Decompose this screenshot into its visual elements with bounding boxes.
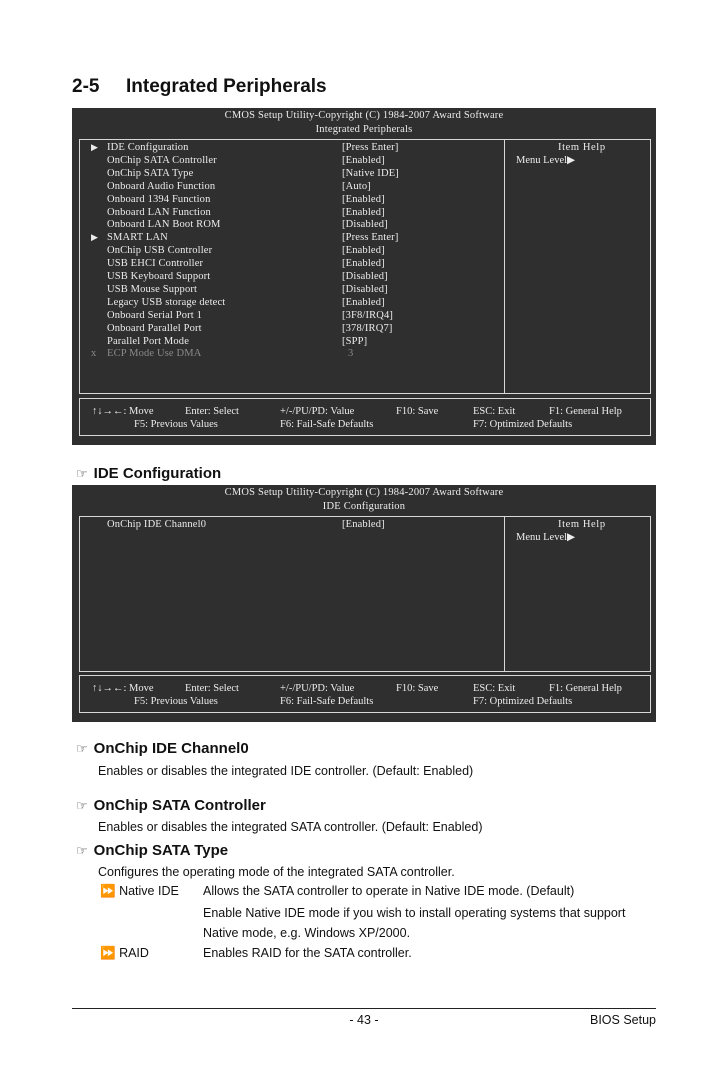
setting-name: Parallel Port Mode [107,335,190,347]
bios-settings-panel [79,139,651,394]
setting-name: Onboard Serial Port 1 [107,309,203,321]
pointing-hand-icon: ☞ [76,843,88,858]
page-number: - 43 - [349,1013,379,1027]
option-text: Enables RAID for the SATA controller. [203,946,412,960]
setting-name: Legacy USB storage detect [107,296,226,308]
key-move: ↑↓→←: Move [92,683,154,694]
pointing-hand-icon: ☞ [76,741,88,756]
bios-key-legend [79,675,651,713]
setting-name: OnChip USB Controller [107,245,213,257]
item-help-title: Item Help [558,519,606,530]
section-title: Integrated Peripherals [126,76,327,97]
item-title: OnChip IDE Channel0 [93,740,249,757]
footer-rule [72,1008,656,1009]
setting-value[interactable]: [Enabled] [342,245,385,257]
key-enter: Enter: Select [185,406,239,417]
key-previous-values: F5: Previous Values [134,419,218,430]
ide-config-heading-text: IDE Configuration [93,465,222,482]
setting-value[interactable]: [Auto] [342,180,371,192]
setting-value[interactable]: [Enabled] [342,206,385,218]
setting-value[interactable]: [Press Enter] [342,232,399,244]
setting-value[interactable]: [378/IRQ7] [342,322,393,334]
setting-name: USB EHCI Controller [107,258,204,270]
setting-value[interactable]: [Enabled] [342,519,385,530]
bios-settings-panel [79,516,651,672]
key-save: F10: Save [396,406,439,417]
setting-value[interactable]: [Disabled] [342,283,388,295]
bios-copyright: CMOS Setup Utility-Copyright (C) 1984-2007 Award Software [224,110,504,121]
setting-value[interactable]: [Enabled] [342,296,385,308]
setting-name: OnChip SATA Controller [107,154,217,166]
key-help: F1: General Help [549,406,622,417]
bios-screen-title: IDE Configuration [322,501,406,512]
key-exit: ESC: Exit [473,683,516,694]
setting-name: IDE Configuration [107,142,189,153]
bios-screen-ide-configuration [72,485,656,722]
setting-value[interactable]: [Native IDE] [342,167,399,179]
item-title: OnChip SATA Controller [93,797,266,814]
item-description: Enables or disables the integrated IDE controller. (Default: Enabled) [98,764,474,778]
key-failsafe-defaults: F6: Fail-Safe Defaults [280,419,374,430]
key-enter: Enter: Select [185,683,239,694]
bios-key-legend [79,398,651,436]
setting-name: Onboard 1394 Function [107,193,211,205]
setting-name: Onboard LAN Boot ROM [107,219,221,231]
item-heading-ide-channel0 [76,740,249,757]
key-value: +/-/PU/PD: Value [280,683,355,694]
setting-value[interactable]: [Enabled] [342,258,385,270]
setting-name: Onboard Parallel Port [107,322,202,334]
setting-name: OnChip IDE Channel0 [107,519,207,530]
key-help: F1: General Help [549,683,622,694]
setting-name: USB Mouse Support [107,283,198,295]
section-heading [72,76,327,98]
setting-value[interactable]: [Disabled] [342,271,388,282]
setting-name: SMART LAN [107,232,168,244]
key-failsafe-defaults: F6: Fail-Safe Defaults [280,696,374,707]
submenu-arrow-icon: ▶ [91,232,98,243]
footer-chapter: BIOS Setup [589,1013,656,1027]
section-number: 2-5 [72,76,100,97]
pointing-hand-icon: ☞ [76,798,88,813]
option-raid [100,946,149,961]
item-heading-sata-controller [76,797,266,814]
setting-value[interactable]: [Press Enter] [342,142,399,153]
bios-screen-title: Integrated Peripherals [315,124,413,135]
item-heading-sata-type [76,842,228,859]
option-text: Allows the SATA controller to operate in Native IDE mode. (Default) [203,884,575,898]
key-move: ↑↓→←: Move [92,406,154,417]
setting-value: 3 [348,348,354,360]
option-label: RAID [119,946,149,960]
menu-level-label: Menu Level▶ [516,532,576,543]
setting-name: Onboard LAN Function [107,206,211,218]
setting-name: OnChip SATA Type [107,167,194,179]
setting-name: Onboard Audio Function [107,180,216,192]
item-description: Enables or disables the integrated SATA controller. (Default: Enabled) [98,820,483,834]
key-exit: ESC: Exit [473,406,516,417]
setting-value[interactable]: [3F8/IRQ4] [342,309,394,321]
setting-name: ECP Mode Use DMA [107,348,202,360]
key-optimized-defaults: F7: Optimized Defaults [473,419,573,430]
setting-value[interactable]: [SPP] [342,335,368,347]
setting-value[interactable]: [Enabled] [342,193,385,205]
setting-value[interactable]: [Enabled] [342,154,385,166]
menu-level-label: Menu Level▶ [516,155,576,166]
item-description: Configures the operating mode of the integrated SATA controller. [98,865,455,879]
setting-value[interactable]: [Disabled] [342,219,388,231]
item-help-title: Item Help [558,142,606,153]
unavailable-marker-icon: x [91,348,97,360]
key-optimized-defaults: F7: Optimized Defaults [473,696,573,707]
panel-divider [504,140,505,393]
double-arrow-icon: ⏩ [100,884,116,898]
bios-screen-integrated-peripherals [72,108,656,445]
option-label: Native IDE [119,884,179,898]
panel-divider [504,517,505,671]
double-arrow-icon: ⏩ [100,946,116,960]
item-title: OnChip SATA Type [93,842,229,859]
key-save: F10: Save [396,683,439,694]
bios-copyright: CMOS Setup Utility-Copyright (C) 1984-2007 Award Software [224,487,504,498]
option-text: Native mode, e.g. Windows XP/2000. [203,926,411,940]
key-previous-values: F5: Previous Values [134,696,218,707]
submenu-arrow-icon: ▶ [91,142,98,152]
ide-config-heading [76,465,221,482]
key-value: +/-/PU/PD: Value [280,406,355,417]
pointing-hand-icon: ☞ [76,466,88,481]
option-native-ide [100,884,179,899]
option-text: Enable Native IDE mode if you wish to install operating systems that support [203,906,626,920]
setting-name: USB Keyboard Support [107,271,211,282]
